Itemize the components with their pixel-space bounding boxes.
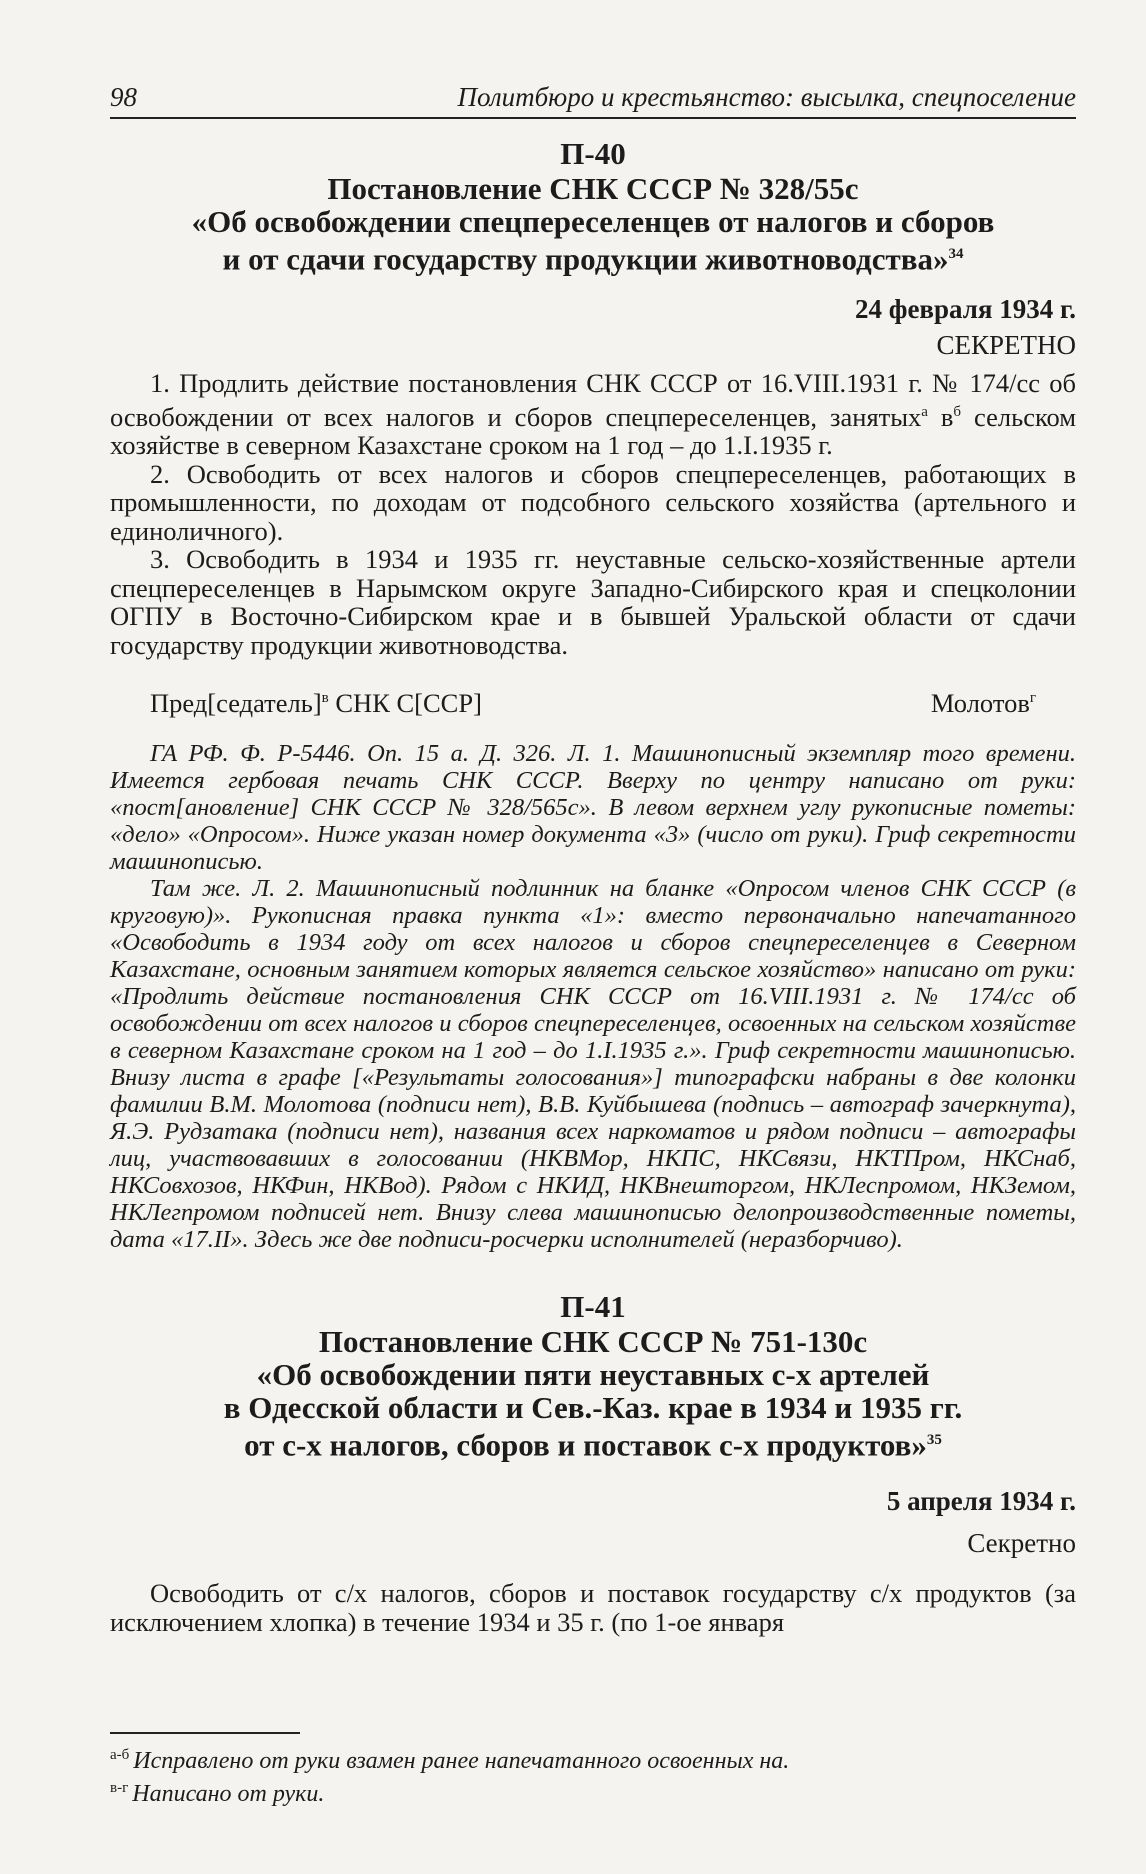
- page-content: [110, 136, 1076, 1636]
- footnotes: [110, 1732, 1076, 1808]
- secrecy-label: Секретно: [967, 1528, 1076, 1559]
- paragraph-1: Освободить от с/х налогов, сборов и поставок государству с/х продуктов (за исключением хлопка) в течение 1934 и 35 г. (по 1-ое января: [110, 1578, 1076, 1637]
- doc-number: П-40: [560, 136, 626, 171]
- doc-title-text: от с-х налогов, сборов и поставок с-х продуктов»: [244, 1427, 927, 1463]
- footnote-mark: в-г: [110, 1780, 129, 1796]
- signature-name: [931, 683, 1036, 718]
- footnote-ref: в: [321, 690, 329, 707]
- paragraph-text: 1. Продлить действие постановления СНК СССР от 16.VIII.1931 г. № 174/сс об освобождении от всех налогов и сборов спецпереселенцев, занятых: [110, 368, 1076, 432]
- signature-text: СНК С[ССР]: [328, 687, 482, 718]
- paragraph-2: 2. Освободить от всех налогов и сборов спецпереселенцев, работающих в промышленности, по доходам от подсобного сельского хозяйства (артельного и единоличного).: [110, 458, 1076, 546]
- paragraph-text: в: [927, 401, 954, 432]
- running-title: Политбюро и крестьянство: высылка, спецпоселение: [457, 82, 1076, 112]
- doc-title-line: «Об освобождении спецпереселенцев от налогов и сборов: [191, 204, 995, 239]
- doc-date: 5 апреля 1934 г.: [886, 1486, 1076, 1517]
- footnote: [110, 1742, 1076, 1775]
- running-header: [110, 82, 1076, 119]
- page-number: 98: [110, 82, 137, 112]
- source-note-1: ГА РФ. Ф. Р-5446. Оп. 15 а. Д. 326. Л. 1. Машинописный экземпляр того времени. Имеется гербовая печать СНК СССР. Вверху по центру написано от руки: «пост[ановление] СНК СССР № 328/565с». В левом верхнем углу рукописные пометы: «дело» «Опросом». Ниже указан номер документа «3» (число от руки). Гриф секретности машинописью.: [110, 739, 1076, 875]
- document-p41: [110, 1289, 1076, 1636]
- footnote-ref: г: [1029, 690, 1036, 707]
- footnote: [110, 1775, 1076, 1808]
- source-note-2: Там же. Л. 2. Машинописный подлинник на бланке «Опросом членов СНК СССР (в круговую)». Рукописная правка пункта «1»: вместо первоначально напечатанного «Освободить в 1934 году от всех налогов и сборов спецпереселенцев в Северном Казахстане, основным занятием которых является сельское хозяйство» написано от руки: «Продлить действие постановления СНК СССР от 16.VIII.1931 г. № 174/сс об освобождении от всех налогов и сборов спецпереселенцев, освоенных на сельском хозяйстве в северном Казахстане сроком на 1 год – до 1.I.1935 г.». Гриф секретности машинописью. Внизу листа в графе [«Результаты голосования»] типографски набраны в две колонки фамилии В.М. Молотова (подписи нет), В.В. Куйбышева (подпись – автограф зачеркнута), Я.Э. Рудзатака (подписи нет), названия всех наркоматов и рядом подписи – автографы лиц, участвовавших в голосовании (НКВМор, НКПС, НКСвязи, НКТПром, НКСнаб, НКСовхозов, НКФин, НКВод). Рядом с НКИД, НКВнешторгом, НКЛеспромом, НКЗемом, НКЛегпромом подписей нет. Внизу слева машинописью делопроизводственные пометы, дата «17.II». Здесь же две подписи-росчерки исполнителей (неразборчиво).: [110, 874, 1076, 1253]
- footnote-text: Написано от руки.: [132, 1781, 325, 1807]
- signature-line: [110, 683, 1076, 718]
- doc-title-line: Постановление СНК СССР № 328/55с: [327, 171, 859, 206]
- signature-text: Молотов: [930, 687, 1030, 718]
- doc-title-text: и от сдачи государству продукции животноводства»: [222, 241, 949, 277]
- paragraph-1: [110, 369, 1076, 459]
- signature-position: [150, 683, 482, 718]
- doc-title-line: в Одесской области и Сев.-Каз. крае в 1934 и 1935 гг.: [223, 1389, 963, 1425]
- doc-date: 24 февраля 1934 г.: [855, 294, 1076, 325]
- footnote-mark: а-б: [110, 1747, 130, 1763]
- footnote-ref: 34: [948, 246, 964, 262]
- footnote-ref: б: [953, 403, 962, 420]
- footnote-ref: 35: [926, 1431, 942, 1448]
- paragraph-3: 3. Освободить в 1934 и 1935 гг. неуставные сельско-хозяйственные артели спецпереселенцев в Нарымском округе Западно-Сибирского края и спецколонии ОГПУ в Восточно-Сибирском крае и в бывшей Уральской области от сдачи государству продукции животноводства.: [110, 544, 1076, 660]
- footnote-text: Исправлено от руки взамен ранее напечатанного освоенных на.: [133, 1748, 790, 1774]
- doc-title-line: «Об освобождении пяти неуставных с-х артелей: [256, 1356, 930, 1392]
- signature-text: Пред[седатель]: [150, 687, 322, 718]
- doc-title-line: Постановление СНК СССР № 751-130с: [318, 1323, 868, 1359]
- secrecy-label: СЕКРЕТНО: [936, 330, 1076, 361]
- paragraph-text: сельском хозяйстве в северном Казахстане сроком на 1 год – до 1.I.1935 г.: [110, 401, 1076, 461]
- doc-title-line: [110, 1424, 1076, 1461]
- doc-number: П-41: [560, 1288, 626, 1324]
- document-p40: [110, 136, 1076, 1253]
- footnote-ref: а: [921, 403, 928, 420]
- doc-title-line: [110, 238, 1076, 275]
